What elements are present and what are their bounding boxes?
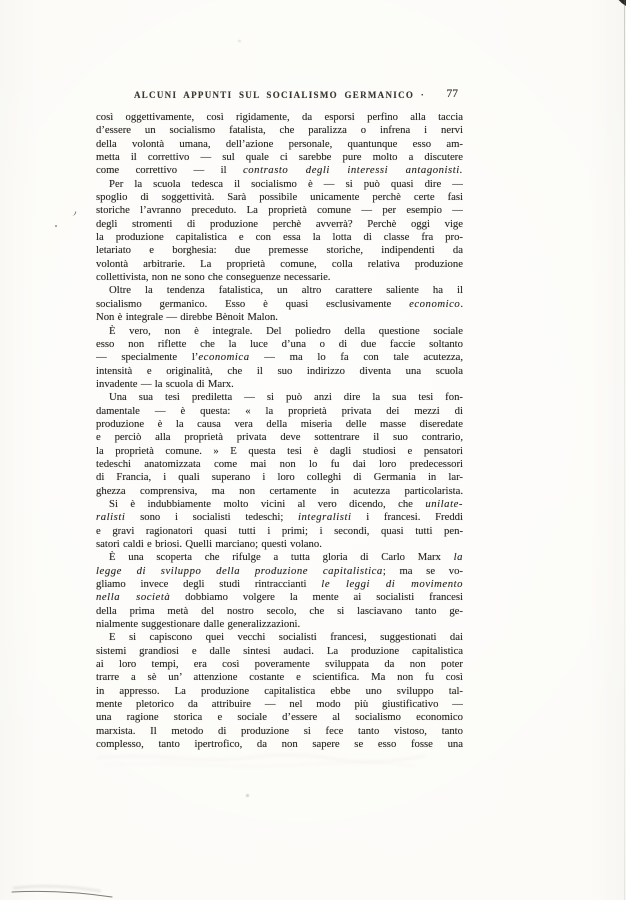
text-line (96, 671, 463, 684)
text-line (96, 244, 463, 257)
right-edge-scan-line (624, 0, 625, 900)
text-segment: come correttivo — il (96, 164, 243, 177)
show-through-smudge (94, 752, 464, 770)
text-segment: Per la scuola tedesca il socialismo è — si può quasi dire — (109, 177, 463, 190)
text-line (96, 365, 463, 378)
text-segment: E si capiscono quei vecchi socialisti francesi, suggestionati dai (109, 631, 463, 644)
text-segment: letariato e borghesia: due premesse storiche, indipendenti da (96, 244, 463, 257)
text-line (96, 458, 463, 471)
text-segment: dobbiamo volgere la mente ai socialisti francesi (170, 591, 463, 604)
text-line (96, 658, 463, 671)
paragraph (96, 391, 463, 498)
paragraph (96, 631, 463, 751)
text-segment: Non è integrale — direbbe Bènoit Malon. (96, 311, 278, 324)
page-curl-hairline (0, 860, 200, 900)
italic-text: economico (409, 297, 461, 310)
text-segment: Oltre la tendenza fatalistica, un altro carattere saliente ha il (109, 284, 463, 297)
italic-text: contrasto degli interessi antagonisti. (243, 164, 463, 177)
text-line (96, 565, 463, 578)
text-segment: i francesi. Freddi (351, 511, 463, 524)
paragraph (96, 111, 463, 178)
paragraph (96, 325, 463, 392)
italic-text: economica (198, 351, 250, 364)
text-line (96, 471, 463, 484)
text-segment: Una sua tesi prediletta — si può anzi dire la sua tesi fon- (109, 391, 463, 404)
text-segment: sono i socialisti tedeschi; (125, 511, 299, 524)
text-segment: satori caldi e briosi. Quelli marciano; questi volano. (96, 538, 322, 550)
text-segment: È una scoperta che rifulge a tutta gloria di Carlo Marx (109, 551, 454, 564)
italic-text: ralisti (96, 511, 126, 524)
faint-speck-top (238, 40, 241, 42)
text-line (96, 618, 463, 631)
text-segment: gliamo invece degli studi rintraccianti (96, 578, 322, 591)
paragraph (96, 178, 463, 285)
page-number: 77 (446, 88, 458, 100)
text-segment: damentale — è questa: « la proprietà privata dei mezzi di (96, 404, 463, 417)
text-line (96, 685, 463, 698)
text-segment: . (460, 297, 463, 310)
text-segment: collettivista, non ne sono che conseguenze necessarie. (96, 271, 331, 284)
text-line (96, 591, 463, 604)
body-text (96, 111, 463, 752)
text-segment: metta il correttivo — sul quale ci sarebbe pure molto a discutere (96, 151, 463, 164)
text-line (96, 391, 463, 404)
text-segment: marxista. Il metodo di produzione si fece tanto vistoso, tanto (96, 724, 463, 737)
text-segment: della prima metà del nostro secolo, che si lasciavano tanto ge- (96, 604, 463, 617)
running-title: ALCUNI APPUNTI SUL SOCIALISMO GERMANICO · (133, 90, 426, 100)
text-segment: esso non riflette che la luce d’una o di due faccie soltanto (96, 337, 463, 350)
italic-text: le leggi di movimento (321, 578, 463, 591)
text-line (96, 325, 463, 338)
text-line (96, 605, 463, 618)
text-line (96, 298, 463, 311)
text-line (96, 191, 463, 204)
text-line (96, 271, 463, 284)
text-line (96, 725, 463, 738)
text-line (96, 378, 463, 391)
text-segment: trarre a sè un’ attenzione costante e scientifica. Ma non fu così (96, 671, 463, 684)
text-segment: — ma lo fa con tale acutezza, (249, 351, 463, 364)
text-line (96, 445, 463, 458)
text-segment: della volontà umana, dell’azione personale, quantunque esso am- (96, 137, 463, 150)
text-segment: la proprietà comune. » E questa tesi è dagli studiosi e pensatori (96, 444, 463, 457)
text-segment: ghezza comprensiva, ma non certamente in acutezza particolarista. (96, 484, 463, 497)
text-segment: volontà arbitrarie. La proprietà comune, colla relativa produzione (96, 257, 463, 270)
text-line (96, 138, 463, 151)
text-line (96, 164, 463, 177)
text-line (96, 578, 463, 591)
text-segment: invadente — la scuola di Marx. (96, 377, 234, 390)
text-segment: d’essere un socialismo fatalista, che paralizza o infrena i nervi (96, 124, 463, 137)
text-line (96, 258, 463, 271)
text-line (96, 511, 463, 524)
text-line (96, 111, 463, 124)
text-segment: spoglio di soggettività. Sarà possibile unicamente perchè certe fasi (96, 191, 463, 204)
text-segment: una ragione storica e sociale d’essere al socialismo economico (96, 711, 463, 724)
text-segment: ai loro tempi, era così poveramente sviluppata da non poter (96, 658, 463, 671)
text-line (96, 338, 463, 351)
text-segment: degli stromenti di produzione perchè avverrà? Perchè oggi vige (96, 217, 463, 230)
text-segment: Si è indubbiamente molto vicini al vero dicendo, che (109, 497, 426, 510)
italic-text: la (453, 551, 463, 564)
text-line (96, 284, 463, 297)
text-line (96, 551, 463, 564)
text-segment: tedeschi anatomizzata come mai non lo fu dai loro predecessori (96, 457, 463, 470)
text-line (96, 485, 463, 498)
running-head (96, 90, 463, 104)
text-line (96, 178, 463, 191)
text-segment: sistemi grandiosi e dalle sintesi audaci. La produzione capitalistica (96, 644, 463, 657)
text-segment: — specialmente l’ (96, 351, 199, 364)
text-line (96, 711, 463, 724)
text-line (96, 311, 463, 324)
italic-text: integralisti (298, 511, 352, 524)
italic-text: nella società (96, 591, 171, 604)
text-line (96, 631, 463, 644)
text-segment: nialmente suggestionare dalle generalizzazioni. (96, 618, 301, 631)
text-segment: storiche l’avranno preceduto. La proprietà comune — per esempio — (96, 204, 463, 217)
ink-speck-dot (55, 225, 57, 227)
text-line (96, 418, 463, 431)
text-segment: così oggettivamente, così rigidamente, da esporsi perfino alla taccia (96, 111, 463, 123)
text-segment: intensità e originalità, che il suo indirizzo diventa una scuola (96, 364, 463, 377)
text-segment: la produzione capitalistica e con essa la lotta di classe fra pro- (96, 231, 463, 244)
text-line (96, 204, 463, 217)
text-segment: e gravi ragionatori quasi tutti i primi; i secondi, quasi tutti pen- (96, 524, 463, 537)
italic-text: legge di sviluppo della produzione capitalistica (96, 564, 383, 577)
text-line (96, 151, 463, 164)
text-segment: produzione è la causa vera della miseria delle masse diseredate (96, 417, 463, 430)
text-line (96, 124, 463, 137)
italic-text: unilate- (425, 497, 463, 510)
text-segment: complesso, tanto ipertrofico, da non sapere se esso fosse una (96, 738, 463, 751)
text-line (96, 218, 463, 231)
text-segment: e perciò alla proprietà privata deve sottentrare il suo contrario, (96, 431, 463, 444)
text-line (96, 525, 463, 538)
faint-speck-mid (246, 794, 249, 797)
text-segment: in appresso. La produzione capitalistica ebbe uno sviluppo tal- (96, 684, 463, 697)
text-line (96, 738, 463, 751)
text-line (96, 351, 463, 364)
text-segment: di Francia, i quali superano i loro colleghi di Germania in lar- (96, 471, 463, 484)
text-line (96, 538, 463, 551)
paragraph (96, 551, 463, 631)
text-line (96, 645, 463, 658)
paragraph (96, 284, 463, 324)
text-segment: È vero, non è integrale. Del poliedro della questione sociale (109, 324, 463, 337)
text-line (96, 431, 463, 444)
ink-speck-comma (72, 211, 76, 216)
text-segment: ; ma se vo- (382, 564, 463, 577)
text-line (96, 698, 463, 711)
text-line (96, 231, 463, 244)
text-segment: mente pletorico da attribuire — nel modo più giustificativo — (96, 698, 463, 711)
text-line (96, 498, 463, 511)
text-segment: socialismo germanico. Esso è quasi esclusivamente (96, 297, 410, 310)
text-line (96, 405, 463, 418)
paragraph (96, 498, 463, 551)
